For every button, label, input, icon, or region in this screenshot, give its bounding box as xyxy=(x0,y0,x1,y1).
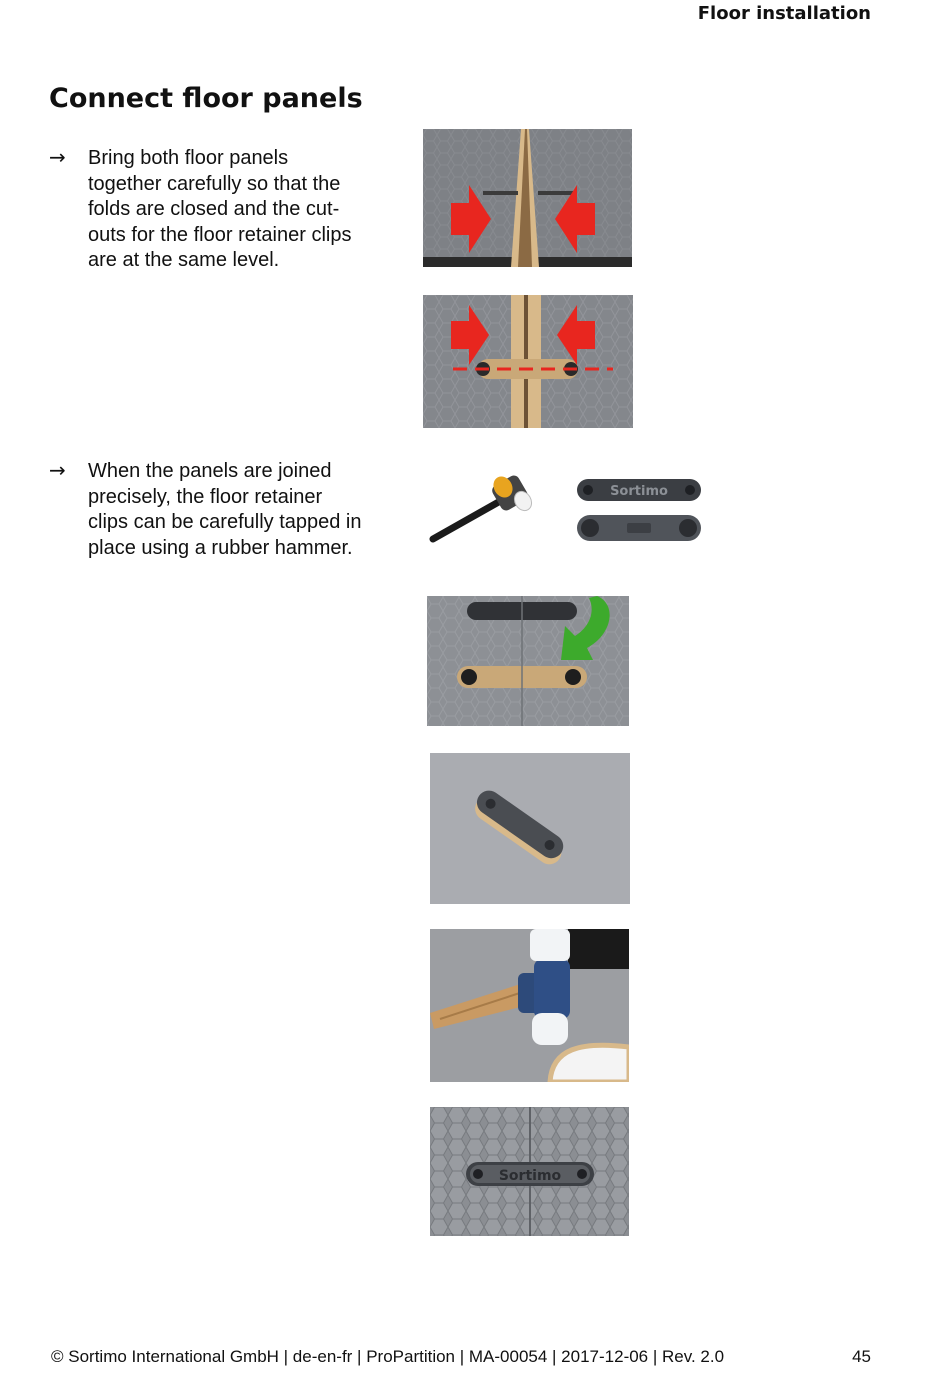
photo-insert-clip xyxy=(427,590,629,726)
photo-tapping-hammer xyxy=(430,929,629,1082)
instruction-step-1 xyxy=(49,146,389,274)
photo-installed-clip xyxy=(430,1107,629,1236)
instruction-step-2 xyxy=(49,459,389,561)
photo-clip-in-slot xyxy=(430,753,630,904)
arrow-right-icon: → xyxy=(49,458,66,482)
page-title: Connect floor panels xyxy=(49,83,363,114)
photo-panels-together xyxy=(423,129,632,267)
footer-copyright: © Sortimo International GmbH | de-en-fr | ProPartition | MA-00054 | 2017-12-06 | Rev. 2.0 xyxy=(51,1347,725,1366)
arrow-right-icon: → xyxy=(49,145,66,169)
clip-brand-text: Sortimo xyxy=(610,484,668,499)
page-number: 45 xyxy=(852,1347,871,1366)
installed-brand-text: Sortimo xyxy=(498,1168,562,1184)
photo-retainer-clips xyxy=(573,475,706,547)
photo-aligned-cutouts xyxy=(423,295,633,428)
step-1-text: Bring both floor panels together carefully so that the folds are closed and the cut- outs for the floor retainer clips are at the same level. xyxy=(88,147,352,271)
step-2-text: When the panels are joined precisely, the floor retainer clips can be carefully tapped in place using a rubber hammer. xyxy=(88,460,362,559)
header-section-title: Floor installation xyxy=(697,3,871,24)
photo-rubber-hammer xyxy=(427,471,535,547)
